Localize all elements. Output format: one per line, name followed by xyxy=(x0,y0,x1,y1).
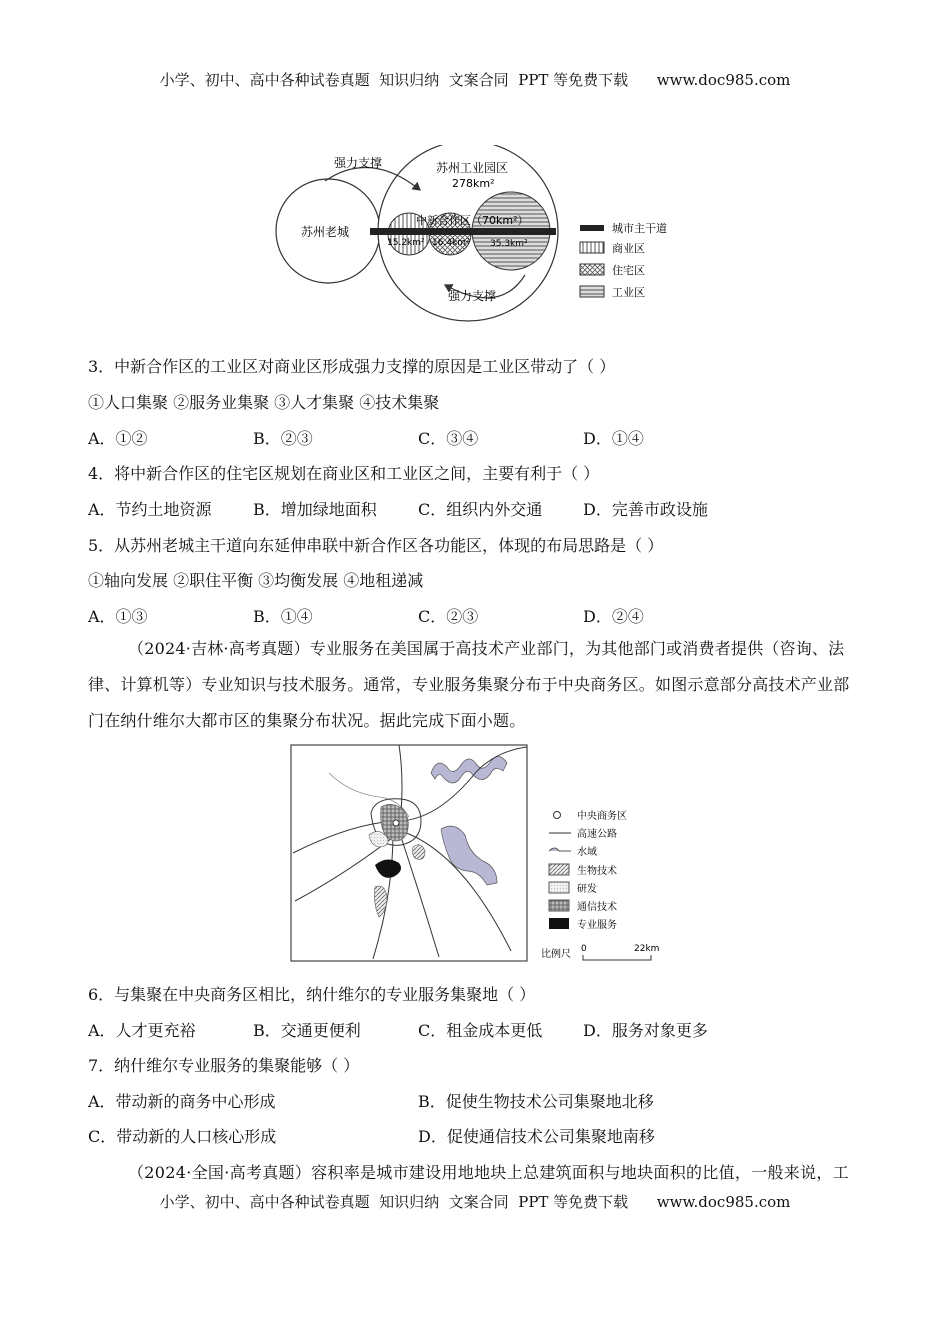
zone-label: 中新合作区（70km²） xyxy=(416,214,529,227)
question-7-stem: 7．纳什维尔专业服务的集聚能够（ ） xyxy=(88,1056,360,1075)
legend-rd-icon xyxy=(549,882,569,893)
question-5-stem: 5．从苏州老城主干道向东延伸串联中新合作区各功能区，体现的布局思路是（ ） xyxy=(88,536,664,555)
legend-residential-label: 住宅区 xyxy=(612,264,645,277)
question-3-items: ①人口集聚 ②服务业集聚 ③人才集聚 ④技术集聚 xyxy=(88,393,440,412)
question-7-option-b[interactable]: B．促使生物技术公司集聚地北移 xyxy=(418,1092,654,1111)
legend-road-swatch xyxy=(580,225,604,231)
legend-water-icon xyxy=(549,848,571,851)
question-6-option-c[interactable]: C．租金成本更低 xyxy=(418,1021,543,1040)
question-4-stem: 4．将中新合作区的住宅区规划在商业区和工业区之间，主要有利于（ ） xyxy=(88,464,600,483)
legend-commercial-swatch xyxy=(580,242,604,253)
scale-zero: 0 xyxy=(581,944,587,954)
legend-biotech-icon xyxy=(549,864,569,875)
legend-highway-label: 高速公路 xyxy=(577,829,617,840)
suzhou-diagram xyxy=(270,145,690,340)
page-header: 小学、初中、高中各种试卷真题 知识归纳 文案合同 PPT 等免费下载 www.doc985.com xyxy=(159,71,791,89)
question-5-option-c[interactable]: C．②③ xyxy=(418,607,479,626)
park-area: 278km² xyxy=(452,177,495,190)
question-7-option-d[interactable]: D．促使通信技术公司集聚地南移 xyxy=(418,1127,655,1146)
main-road xyxy=(370,228,556,235)
area-commercial: 15.2km² xyxy=(387,238,425,248)
support-label-top: 强力支撑 xyxy=(334,156,383,170)
legend-professional-icon xyxy=(549,918,569,929)
question-3-option-c[interactable]: C．③④ xyxy=(418,429,479,448)
legend-commercial-label: 商业区 xyxy=(612,242,645,255)
question-5-items: ①轴向发展 ②职住平衡 ③均衡发展 ④地租递减 xyxy=(88,571,424,590)
page-footer: 小学、初中、高中各种试卷真题 知识归纳 文案合同 PPT 等免费下载 www.doc985.com xyxy=(159,1193,791,1211)
map-frame xyxy=(291,745,527,961)
legend-biotech-label: 生物技术 xyxy=(577,866,617,877)
legend-telecom-icon xyxy=(549,900,569,911)
question-3-option-a[interactable]: A．①② xyxy=(88,429,148,448)
question-3-option-d[interactable]: D．①④ xyxy=(583,429,644,448)
legend-water-label: 水域 xyxy=(577,847,597,858)
intro-paragraph-2: （2024·吉林·高考真题）专业服务在美国属于高技术产业部门，为其他部门或消费者提供（咨询、法律、计算机等）专业知识与技术服务。通常，专业服务集聚分布于中央商务区。如图示意部分高技术产业部门在纳什维尔大都市区的集聚分布状况。据此完成下面小题。 xyxy=(88,639,850,730)
legend-residential-swatch xyxy=(580,264,604,275)
question-6-stem: 6．与集聚在中央商务区相比，纳什维尔的专业服务集聚地（ ） xyxy=(88,985,536,1004)
old-city-label: 苏州老城 xyxy=(301,225,350,239)
question-4-option-a[interactable]: A．节约土地资源 xyxy=(88,500,212,519)
question-7-option-a[interactable]: A．带动新的商务中心形成 xyxy=(88,1092,276,1111)
question-5-option-a[interactable]: A．①③ xyxy=(88,607,148,626)
legend-professional-label: 专业服务 xyxy=(577,920,617,931)
legend-telecom-label: 通信技术 xyxy=(577,902,617,913)
question-6-option-a[interactable]: A．人才更充裕 xyxy=(88,1021,196,1040)
legend-cbd-icon xyxy=(554,812,561,819)
question-4-option-c[interactable]: C．组织内外交通 xyxy=(418,500,543,519)
question-5-option-b[interactable]: B．①④ xyxy=(253,607,313,626)
legend-road-label: 城市主干道 xyxy=(612,222,667,235)
question-4-option-d[interactable]: D．完善市政设施 xyxy=(583,500,708,519)
question-6-option-b[interactable]: B．交通更便利 xyxy=(253,1021,361,1040)
legend-industrial-label: 工业区 xyxy=(612,286,645,299)
nashville-map xyxy=(289,743,669,965)
question-6-option-d[interactable]: D．服务对象更多 xyxy=(583,1021,708,1040)
area-residential: 16.4km² xyxy=(432,238,470,248)
question-5-option-d[interactable]: D．②④ xyxy=(583,607,644,626)
legend-rd-label: 研发 xyxy=(577,884,597,895)
question-4-option-b[interactable]: B．增加绿地面积 xyxy=(253,500,377,519)
scale-label: 比例尺 xyxy=(541,949,571,960)
scale-end: 22km xyxy=(634,944,660,954)
legend-industrial-swatch xyxy=(580,286,604,297)
cbd-marker xyxy=(393,820,399,826)
question-3-stem: 3．中新合作区的工业区对商业区形成强力支撑的原因是工业区带动了（ ） xyxy=(88,357,616,376)
intro-paragraph-3: （2024·全国·高考真题）容积率是城市建设用地地块上总建筑面积与地块面积的比值，一般来说，工 xyxy=(128,1163,849,1182)
scale-bar xyxy=(583,955,651,960)
question-3-option-b[interactable]: B．②③ xyxy=(253,429,313,448)
question-7-option-c[interactable]: C．带动新的人口核心形成 xyxy=(88,1127,277,1146)
legend-cbd-label: 中央商务区 xyxy=(577,811,627,822)
area-industrial: 35.3km² xyxy=(490,239,528,249)
support-label-bottom: 强力支撑 xyxy=(448,289,497,303)
park-title: 苏州工业园区 xyxy=(436,161,509,175)
